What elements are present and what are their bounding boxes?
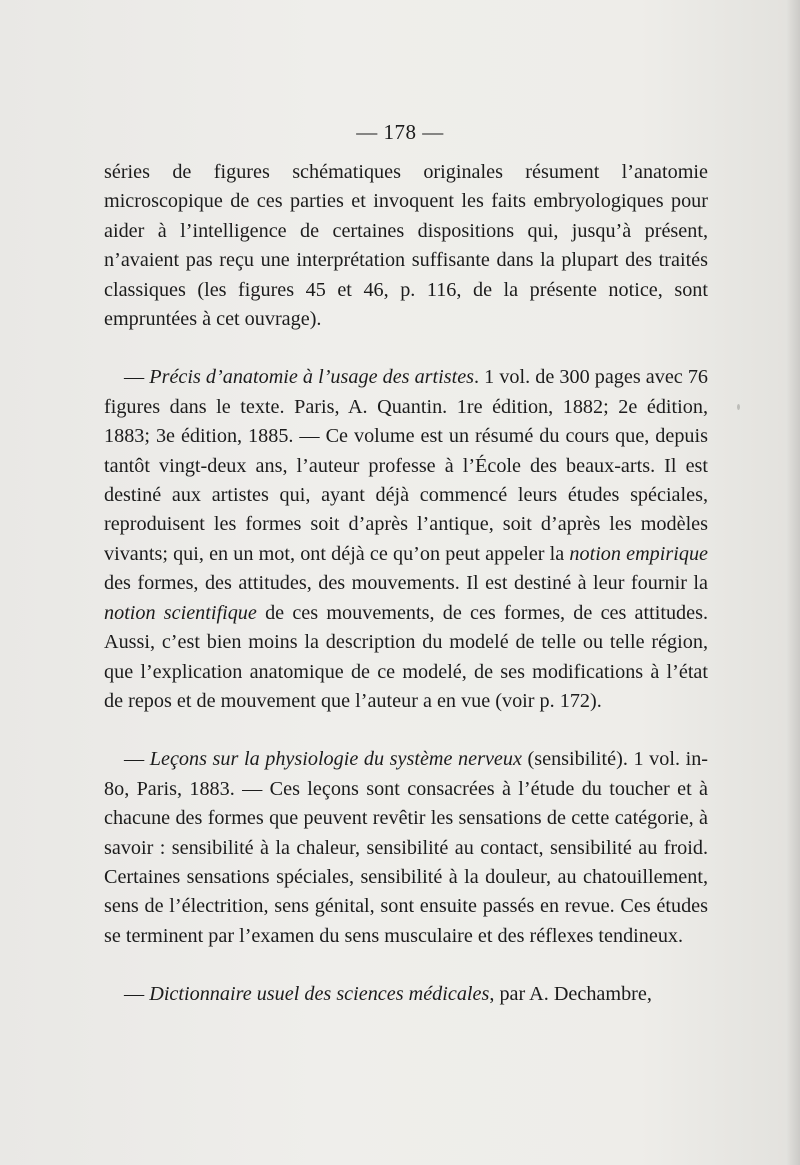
emphasis-notion-scientifique: notion scientifique xyxy=(104,601,257,624)
text-segment: . 1 vol. de 300 pages avec 76 figures dans le texte. Paris, A. Quantin. 1re édition, 1882; 2e édition, 1883; 3e édition, 1885. — Ce volume est un résumé du cours que, depuis tantôt vingt-deux ans, l’auteur professe à l’École des beaux-arts. Il est destiné aux artistes qui, ayant déjà commencé leurs études spéciales, reproduisent les formes soit d’après l’antique, soit d’après les modèles vivants; qui, en un mot, ont déjà ce qu’on peut appeler la xyxy=(104,366,709,565)
book-title-dictionnaire: Dictionnaire usuel des sciences médicales xyxy=(149,983,490,1006)
emphasis-notion-empirique: notion empirique xyxy=(569,542,709,565)
page-number: — 178 — xyxy=(356,120,444,144)
text-segment: — xyxy=(124,366,150,389)
text-segment: , par A. Dechambre, xyxy=(489,983,652,1006)
text-segment: — xyxy=(124,748,150,771)
paragraph-1 xyxy=(104,158,708,334)
text-segment: — xyxy=(124,983,150,1006)
text-segment: (sensibilité). 1 vol. in-8o, Paris, 1883. — Ces leçons sont consacrées à l’étude du toucher et à chacune des formes que peuvent revêtir les sensations de cette catégorie, à savoir : sensibilité à la chaleur, sensibilité au contact, sensibilité au froid. Certaines sensations spéciales, sensibilité à la douleur, au chatouillement, sens de l’électrition, sens génital, sont ensuite passés en revue. Ces études se terminent par l’examen du sens musculaire et des réflexes tendineux. xyxy=(104,748,709,947)
book-title-lecons: Leçons sur la physiologie du système nerveux xyxy=(149,748,522,771)
paragraph-2 xyxy=(104,363,708,716)
book-title-precis: Précis d’anatomie à l’usage des artistes xyxy=(149,366,475,389)
text-segment: de ces mouvements, de ces formes, de ces attitudes. Aussi, c’est bien moins la description du modelé de telle ou telle région, que l’explication anatomique de ce modelé, de ses modifications à l’état de repos et de mouvement que l’auteur a en vue (voir p. 172). xyxy=(104,601,708,712)
paragraph-3 xyxy=(104,745,708,951)
paragraph-4 xyxy=(104,980,708,1009)
text-segment: séries de figures schématiques originales résument l’anatomie microscopique de ces parties et invoquent les faits embryologiques pour aider à l’intelligence de certaines dispositions qui, jusqu’à présent, n’avaient pas reçu une interprétation suffisante dans la plupart des traités classiques (les figures 45 et 46, p. 116, de la présente notice, sont empruntées à cet ouvrage). xyxy=(104,161,708,331)
page-edge-shadow xyxy=(786,0,800,1165)
text-segment: des formes, des attitudes, des mouvements. Il est destiné à leur fournir la xyxy=(104,572,708,595)
body-text xyxy=(104,158,708,1010)
scan-speck xyxy=(737,404,740,410)
